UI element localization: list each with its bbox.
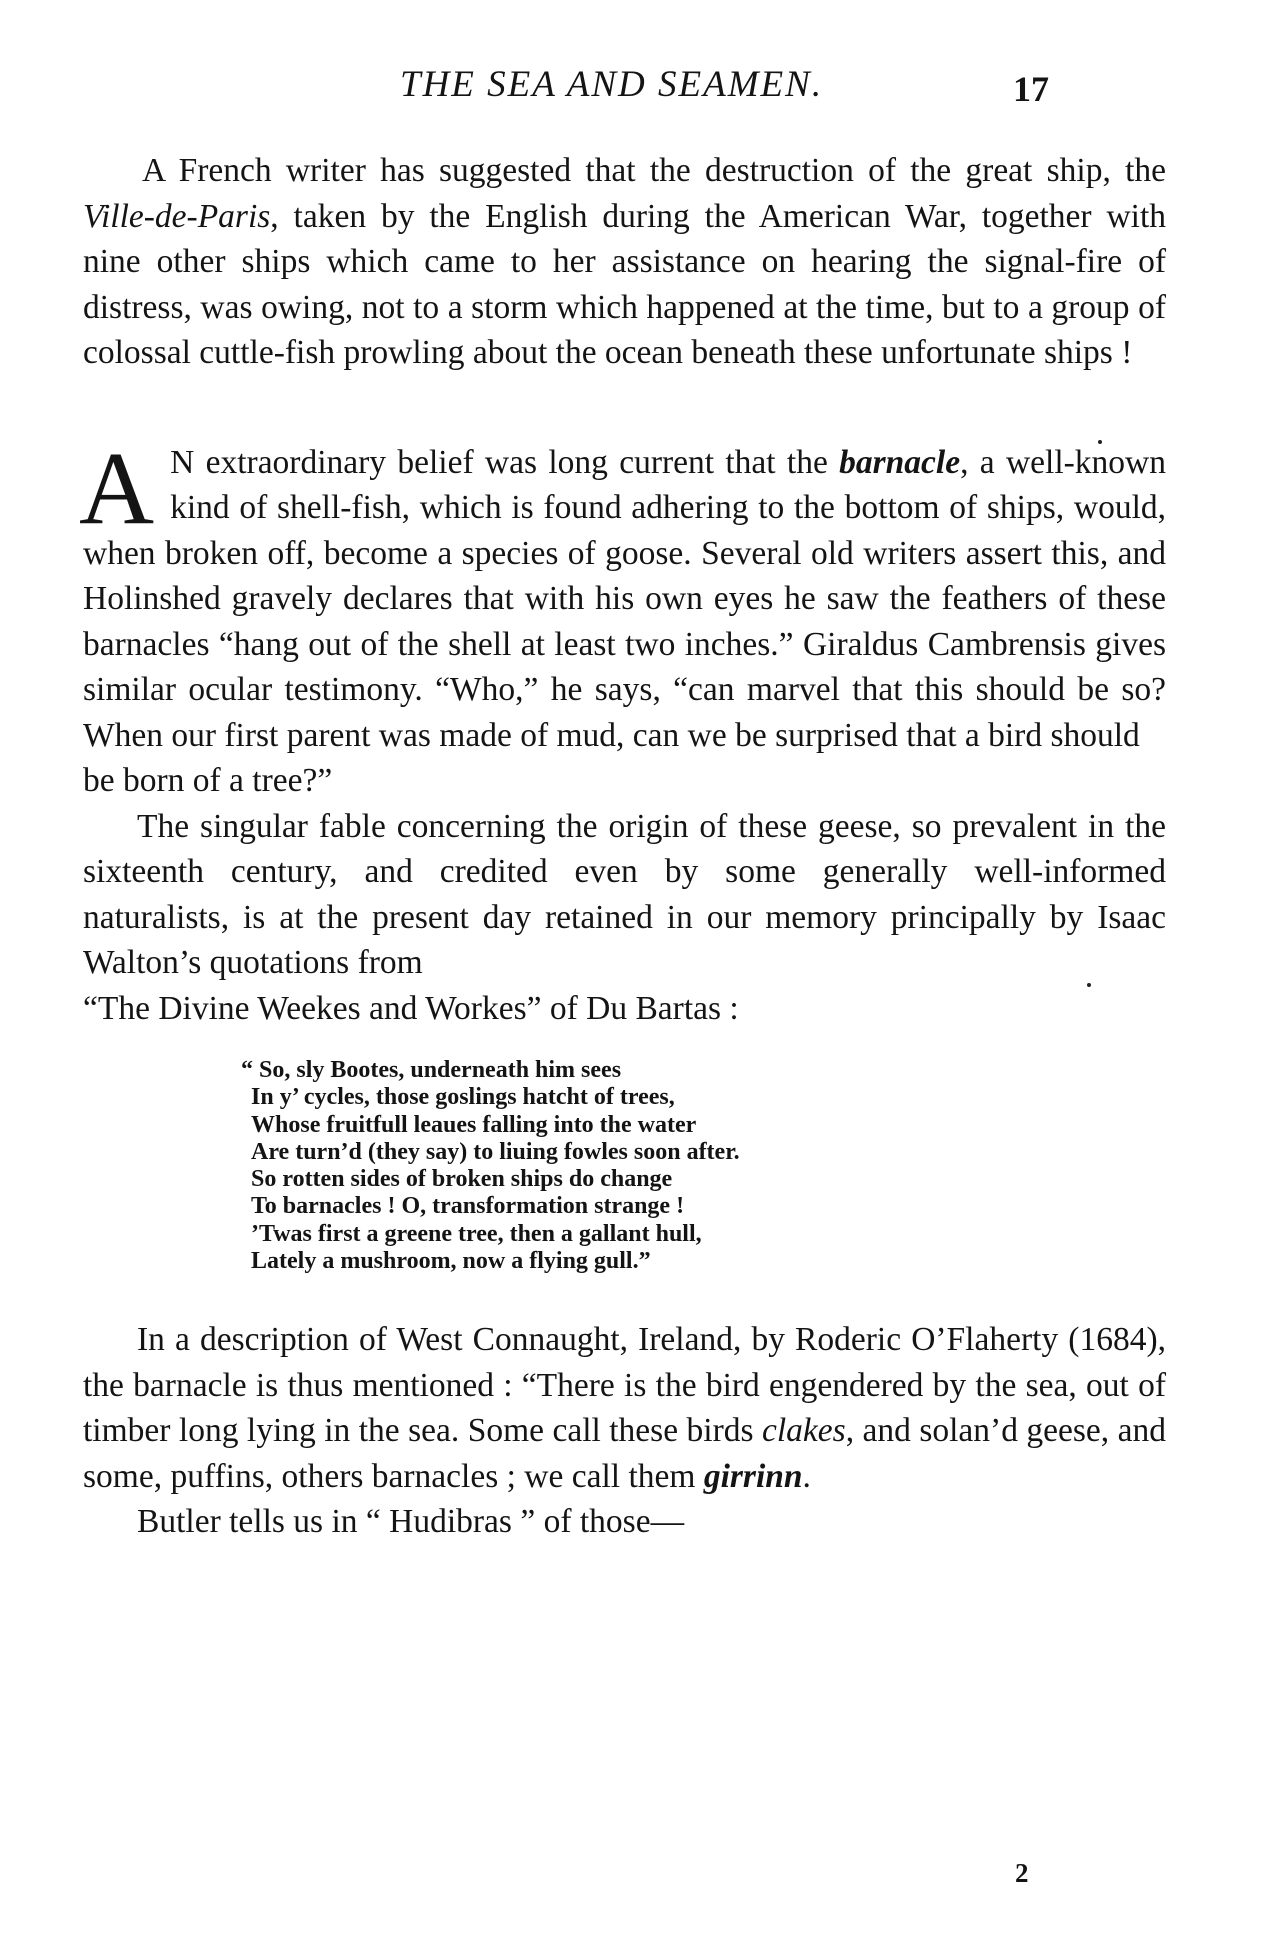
verse-line: Are turn’d (they say) to liuing fowles soon after.	[251, 1138, 740, 1165]
verse-line: Lately a mushroom, now a flying gull.”	[251, 1248, 651, 1275]
verse-quotation	[241, 1057, 1166, 1275]
paragraph-text: , and solan’d geese, and some, puffins, others barnacles ; we call them	[83, 1412, 1166, 1495]
paragraph-text: Butler tells us in “ Hudibras ” of those—	[137, 1503, 685, 1541]
print-speck	[1087, 983, 1091, 987]
verse-line: So rotten sides of broken ships do change	[251, 1166, 673, 1193]
running-head	[0, 60, 1275, 110]
paragraph-text: In a description of West Connaught, Ireland, by Roderic O’Flaherty (1684), the barnacle is thus mentioned : “There is the bird engendered by the sea, out of timber long lying in the sea. Some call these birds	[83, 1321, 1166, 1450]
paragraph-text: , taken by the English during the American War, together with nine other ships which came to her assistance on hearing the signal-fire of distress, was owing, not to a storm which happened at the time, but to a group of colossal cuttle-fish prowling about the ocean beneath these unfortunate ships !	[83, 197, 1166, 371]
body-text	[79, 148, 1166, 1545]
signature-mark: 2	[1015, 1858, 1029, 1888]
paragraph-barnacle-belief	[79, 430, 1166, 759]
paragraph-last-line: be born of a tree?”	[83, 762, 333, 799]
verse-line: Whose fruitfull leaues falling into the water	[251, 1111, 697, 1138]
paragraph-text: N extraordinary belief was long current that the	[170, 443, 840, 481]
paragraph-text: A French writer has suggested that the destruction of the great ship, the	[142, 152, 1166, 189]
verse-line: To barnacles ! O, transformation strange !	[251, 1193, 685, 1220]
print-speck	[1098, 440, 1102, 444]
paragraph-cuttle-fish	[83, 148, 1166, 376]
paragraph-singular-fable	[83, 804, 1166, 986]
drop-cap: A	[79, 430, 155, 546]
verse-line: In y’ cycles, those goslings hatcht of trees,	[251, 1084, 675, 1111]
girrinn-italic: girrinn	[703, 1457, 803, 1495]
verse-line: ’Twas first a greene tree, then a gallant hull,	[251, 1220, 702, 1247]
paragraph-last-line: “The Divine Weekes and Workes” of Du Bartas :	[83, 989, 739, 1027]
barnacle-italic: barnacle	[839, 443, 961, 481]
paragraph-hudibras	[83, 1499, 1166, 1545]
verse-line: “ So, sly Bootes, underneath him sees	[241, 1057, 622, 1083]
paragraph-text: .	[802, 1457, 811, 1495]
page-number: 17	[1013, 69, 1049, 109]
clakes-italic: clakes	[761, 1412, 846, 1450]
running-title: THE SEA AND SEAMEN.	[400, 64, 824, 105]
ship-name-italic: Ville-de-Paris	[83, 197, 271, 235]
paragraph-text: , a well-known kind of shell-fish, which is found adhering to the bottom of ships, would, when broken off, become a species of goose. Several old writers assert this, and Holinshed gravely declares that with his own eyes he saw the feathers of these barnacles “hang out of the shell at least two inches.” Giraldus Cambrensis gives similar ocular testimony. “Who,” he says, “can marvel that this should be so? When our first parent was made of mud, can we be surprised that a bird should	[83, 443, 1166, 754]
paragraph-text: The singular fable concerning the origin of these geese, so prevalent in the sixteenth century, and credited even by some generally well-informed naturalists, is at the present day retained in our memory principally by Isaac Walton’s quotations from	[83, 807, 1166, 981]
paragraph-west-connaught	[83, 1317, 1166, 1499]
